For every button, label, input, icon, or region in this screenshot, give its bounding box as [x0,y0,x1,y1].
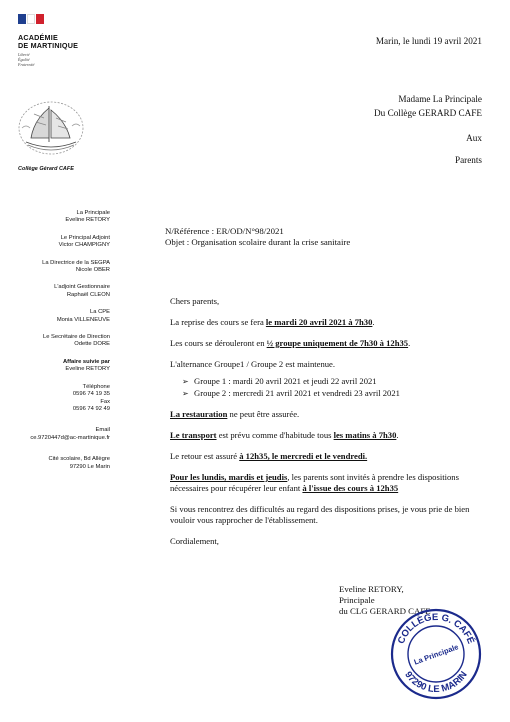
group-2-text: Groupe 2 : mercredi 21 avril 2021 et vendredi 23 avril 2021 [194,388,400,398]
reference-block [165,226,350,248]
list-item [182,376,492,387]
emphasis-retour: à 12h35, le mercredi et le vendredi. [239,451,368,461]
staff-entry [8,284,110,299]
staff-name: Monia VILLENEUVE [56,316,110,323]
staff-name: Raphaël CLEON [66,291,110,298]
date-line: Marin, le lundi 19 avril 2021 [375,36,482,46]
signature-name: Eveline RETORY, [339,584,404,594]
emphasis-horaires: ½ groupe uniquement de 7h30 à 12h35 [266,338,409,348]
addressee-parents: Parents [454,155,482,165]
text-run: . [372,317,375,327]
stamp-center-text: La Principale [412,642,460,667]
arrow-bullet-icon: ➢ [182,389,189,398]
contact-block [8,359,110,471]
college-caption: Collège Gérard CAFE [18,166,74,172]
affaire-name: Eveline RETORY [65,366,110,373]
address-line-2: 97290 Le Marin [69,463,110,470]
emphasis-jours: Pour les lundis, mardis et jeudis [170,472,288,482]
text-run: . [396,430,399,440]
list-item [182,388,492,399]
staff-role: Le Principal Adjoint [60,234,110,241]
salutation: Chers parents, [170,296,220,306]
staff-role: L'adjoint Gestionnaire [54,284,110,291]
addressee-aux: Aux [466,133,482,143]
staff-role: Le Secrétaire de Direction [42,334,110,341]
academie-logo [18,14,108,67]
official-stamp-icon [388,606,484,702]
paragraph-groupe [170,338,492,349]
emphasis-issue: à l'issue des cours à 12h35 [302,483,399,493]
staff-name: Odette DORE [74,341,110,348]
telephone-label: Téléphone [82,383,110,390]
text-run: Les cours se dérouleront en [170,338,267,348]
staff-entry [8,235,110,250]
staff-entry [8,309,110,324]
text-run: , les parents sont invités à prendre les dispositions nécessaires pour récupérer leur enfant [170,472,459,493]
french-flag-icon [18,14,108,32]
groups-list [182,376,492,399]
fax-label: Fax [100,398,110,405]
school-emblem-icon [16,98,86,162]
email-label: Email [95,427,110,434]
email-value: ce.9720447d@ac-martinique.fr [30,434,110,441]
letter-body [170,296,492,557]
staff-name: Nicole OBER [75,267,110,274]
staff-name: Eveline RETORY [65,217,110,224]
motto-egalite: Égalité [18,57,30,62]
reference-objet: Objet : Organisation scolaire durant la crise sanitaire [165,237,351,247]
academie-line-2: DE MARTINIQUE [18,41,79,50]
staff-role: La Principale [76,210,110,216]
staff-entry [8,334,110,349]
addressee-line-1: Madame La Principale [398,94,482,104]
arrow-bullet-icon: ➢ [182,377,189,386]
emphasis-transport: Le transport [170,430,217,440]
paragraph-transport [170,430,492,441]
paragraph-lundis [170,472,492,494]
emphasis-restauration: La restauration [170,409,228,419]
paragraph-reprise [170,317,492,328]
motto-fraternite: Fraternité [18,62,35,67]
staff-role: La CPE [90,309,110,316]
paragraph-restauration [170,409,492,420]
emphasis-matins: les matins à 7h30 [333,430,397,440]
staff-role: La Directrice de la SEGPA [42,259,110,266]
text-run: est prévu comme d'habitude tous [216,430,334,440]
text-run: La reprise des cours se fera [170,317,266,327]
group-1-text: Groupe 1 : mardi 20 avril 2021 et jeudi 22 avril 2021 [194,376,377,386]
stamp-bottom-text: 97290 LE MARIN [402,669,470,696]
affaire-label: Affaire suivie par [62,358,110,365]
paragraph-alternance: L'alternance Groupe1 / Groupe 2 est maintenue. [170,359,336,369]
paragraph-difficultes: Si vous rencontrez des difficultés au regard des dispositions prises, je vous prie de bien vouloir vous rapprocher de l'établissement. [170,504,470,525]
telephone-value: 0596 74 19 35 [72,391,110,398]
academie-line-1: ACADÉMIE [18,33,58,42]
address-line-1: Cité scolaire, Bd Allègre [48,456,110,463]
addressee-line-2: Du Collège GERARD CAFE [374,108,482,118]
text-run: . [408,338,411,348]
signature-org: du CLG GERARD CAFE [339,606,431,616]
text-run: Le retour est assuré [170,451,240,461]
staff-name: Victor CHAMPIGNY [58,242,110,249]
signature-title: Principale [339,595,375,605]
paragraph-retour [170,451,492,462]
staff-entry [8,210,110,225]
staff-column [8,210,110,481]
stamp-top-text: COLLÈGE G. CAFÉ [395,611,477,646]
closing: Cordialement, [170,536,219,546]
staff-entry [8,260,110,275]
text-run: ne peut être assurée. [227,409,300,419]
emphasis-date: le mardi 20 avril 2021 à 7h30 [265,317,373,327]
reference-number: N/Référence : ER/OD/N°98/2021 [165,226,284,236]
motto-liberte: Liberté [18,52,30,57]
fax-value: 0596 74 92 49 [72,405,110,412]
